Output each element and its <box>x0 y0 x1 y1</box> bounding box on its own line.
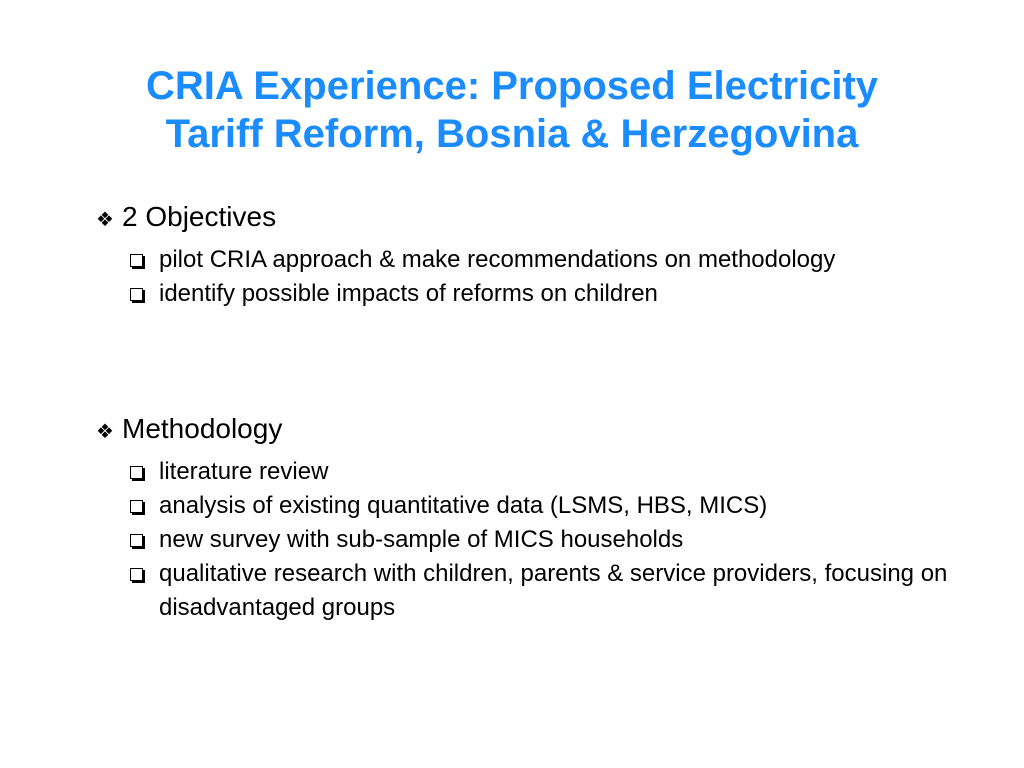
list-item-text: literature review <box>159 458 329 485</box>
objectives-list <box>126 243 976 311</box>
slide-title <box>40 62 984 158</box>
slide-title-line-1: CRIA Experience: Proposed Electricity <box>145 64 879 108</box>
methodology-section <box>96 412 976 625</box>
list-item <box>126 243 976 277</box>
list-item-text: qualitative research with children, parents & service providers, focusing on disadvantaged groups <box>159 560 948 621</box>
checkbox-bullet-icon <box>130 568 143 581</box>
checkbox-bullet-icon <box>130 500 143 513</box>
slide-title-line-2: Tariff Reform, Bosnia & Herzegovina <box>165 112 859 156</box>
list-item <box>126 277 976 311</box>
list-item <box>126 523 976 557</box>
checkbox-bullet-icon <box>130 288 143 301</box>
methodology-heading: Methodology <box>122 413 283 444</box>
checkbox-bullet-icon <box>130 534 143 547</box>
list-item <box>126 557 976 625</box>
diamond-bullet-icon: ❖ <box>96 421 114 443</box>
objectives-heading-row <box>96 200 976 237</box>
checkbox-bullet-icon <box>130 466 143 479</box>
objectives-section <box>96 200 976 311</box>
methodology-heading-row <box>96 412 976 449</box>
list-item-text: identify possible impacts of reforms on children <box>159 280 658 307</box>
methodology-list <box>126 455 976 625</box>
list-item <box>126 455 976 489</box>
diamond-bullet-icon: ❖ <box>96 209 114 231</box>
list-item-text: pilot CRIA approach & make recommendations on methodology <box>159 246 836 273</box>
checkbox-bullet-icon <box>130 254 143 267</box>
objectives-heading: 2 Objectives <box>122 201 277 232</box>
list-item <box>126 489 976 523</box>
list-item-text: analysis of existing quantitative data (LSMS, HBS, MICS) <box>159 492 768 519</box>
list-item-text: new survey with sub-sample of MICS households <box>159 526 684 553</box>
